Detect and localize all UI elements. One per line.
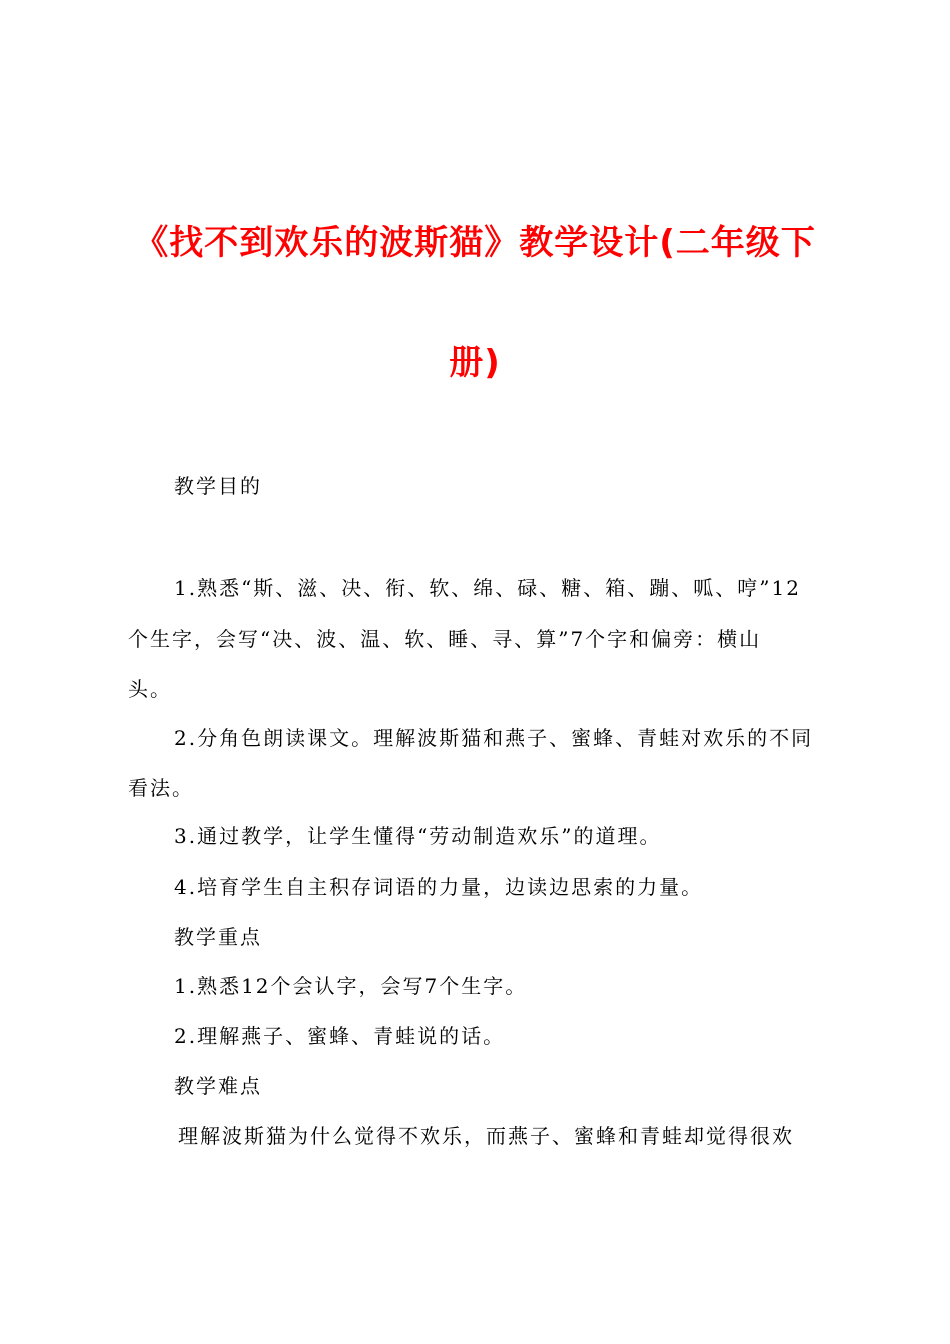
goal-1-line-3: 头。 xyxy=(128,677,172,701)
goal-1-line-2: 个生字，会写“决、波、温、软、睡、寻、算”7个字和偏旁：横山 xyxy=(128,627,762,651)
goal-2-line-1: 2.分角色朗读课文。理解波斯猫和燕子、蜜蜂、青蛙对欢乐的不同 xyxy=(174,726,814,750)
goal-4: 4.培育学生自主积存词语的力量，边读边思索的力量。 xyxy=(174,875,704,899)
key-point-1: 1.熟悉12个会认字，会写7个生字。 xyxy=(174,974,528,998)
section-heading-difficulties: 教学难点 xyxy=(174,1074,262,1098)
key-point-2: 2.理解燕子、蜜蜂、青蛙说的话。 xyxy=(174,1024,506,1048)
section-heading-goals: 教学目的 xyxy=(174,474,262,498)
document-title-line-2: 册) xyxy=(449,343,501,383)
section-heading-key-points: 教学重点 xyxy=(174,925,262,949)
goal-1-line-1: 1.熟悉“斯、滋、决、衔、软、绵、碌、糖、箱、蹦、呱、哼”12 xyxy=(174,576,801,600)
document-title-line-1: 《找不到欢乐的波斯猫》教学设计(二年级下 xyxy=(134,223,816,263)
goal-3: 3.通过教学，让学生懂得“劳动制造欢乐”的道理。 xyxy=(174,824,662,848)
goal-2-line-2: 看法。 xyxy=(128,776,194,800)
difficulty-1: 理解波斯猫为什么觉得不欢乐，而燕子、蜜蜂和青蛙却觉得很欢 xyxy=(178,1124,794,1148)
